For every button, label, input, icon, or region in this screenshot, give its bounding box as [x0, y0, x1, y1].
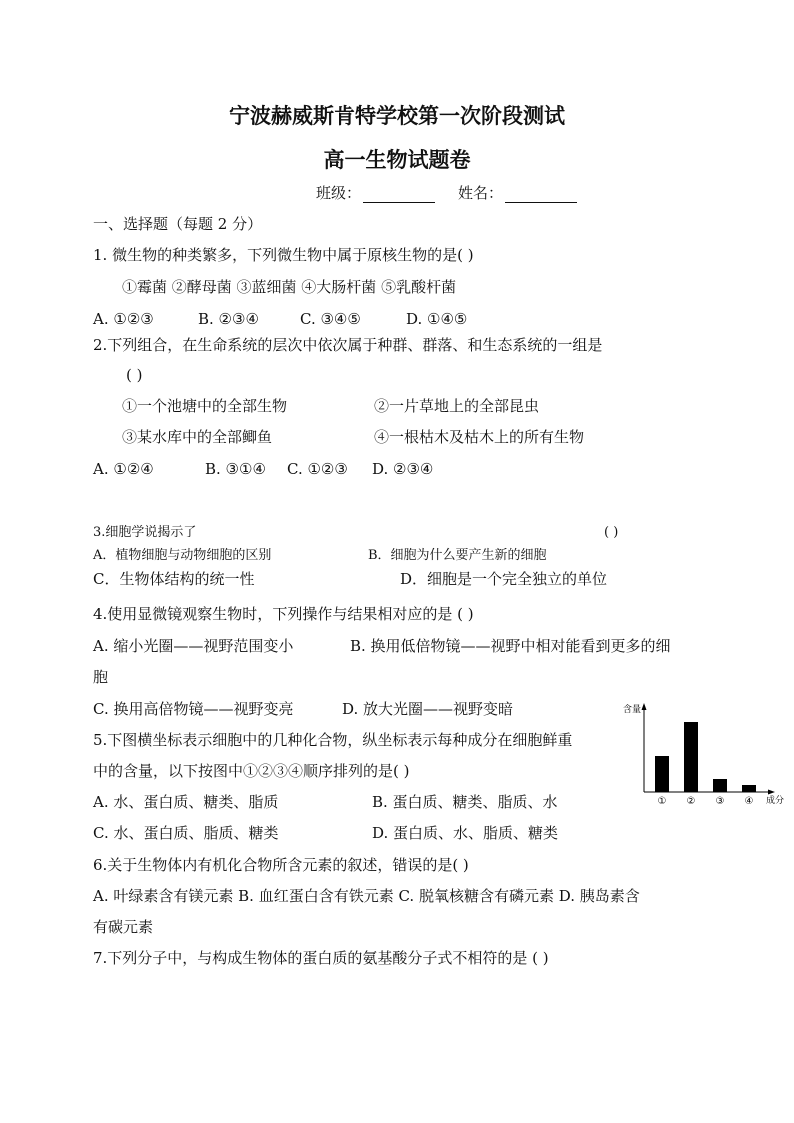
- q3-paren: ( ): [604, 525, 619, 540]
- q5-option-a: A. 水、蛋白质、糖类、脂质: [93, 793, 279, 811]
- bar-1: [655, 756, 669, 792]
- q1-option-b: B. ②③④: [198, 310, 259, 328]
- y-axis-arrow: [642, 703, 647, 710]
- q5-option-b: B. 蛋白质、糖类、脂质、水: [372, 793, 558, 811]
- q1-option-d: D. ①④⑤: [406, 310, 468, 328]
- q3-option-a: A．植物细胞与动物细胞的区别: [93, 548, 272, 563]
- x-tick-label-4: ④: [744, 796, 754, 807]
- q2-option-b: B. ③①④: [205, 460, 266, 478]
- q5-option-d: D. 蛋白质、水、脂质、糖类: [372, 824, 559, 842]
- bar-2: [684, 722, 698, 792]
- q1-items: ①霉菌 ②酵母菌 ③蓝细菌 ④大肠杆菌 ⑤乳酸杆菌: [122, 278, 457, 296]
- name-blank: [505, 187, 577, 203]
- q6-options-line2: 有碳元素: [93, 918, 154, 936]
- bar-3: [713, 779, 727, 792]
- x-tick-label-3: ③: [715, 796, 725, 807]
- q3-option-b: B．细胞为什么要产生新的细胞: [368, 548, 547, 563]
- q2-stem: 2.下列组合，在生命系统的层次中依次属于种群、群落、和生态系统的一组是: [93, 336, 603, 354]
- q1-option-a: A. ①②③: [93, 310, 154, 328]
- q2-item-3: ③某水库中的全部鲫鱼: [122, 428, 273, 446]
- q3-stem: 3.细胞学说揭示了: [93, 525, 197, 540]
- q5-option-c: C. 水、蛋白质、脂质、糖类: [93, 824, 279, 842]
- q2-option-a: A. ①②④: [93, 460, 154, 478]
- q2-paren: ( ): [126, 366, 143, 384]
- name-label: 姓名：: [458, 184, 504, 202]
- q6-options-line1: A. 叶绿素含有镁元素 B. 血红蛋白含有铁元素 C. 脱氧核糖含有磷元素 D. 胰岛素含: [93, 887, 640, 905]
- q4-option-d: D. 放大光圈——视野变暗: [342, 700, 514, 718]
- q2-option-d: D. ②③④: [372, 460, 434, 478]
- exam-title: 宁波赫威斯肯特学校第一次阶段测试: [229, 103, 565, 128]
- q4-option-b: B. 换用低倍物镜——视野中相对能看到更多的细: [350, 637, 671, 655]
- q2-item-1: ①一个池塘中的全部生物: [122, 397, 288, 415]
- q4-stem: 4.使用显微镜观察生物时，下列操作与结果相对应的是 ( ): [93, 605, 474, 623]
- bar-4: [742, 785, 756, 792]
- class-label: 班级：: [316, 184, 362, 202]
- x-tick-label-2: ②: [686, 796, 696, 807]
- x-axis-label: 成分: [766, 796, 785, 806]
- q3-option-d: D．细胞是一个完全独立的单位: [400, 570, 608, 588]
- q4-option-a: A. 缩小光圈——视野范围变小: [93, 637, 294, 655]
- x-axis-arrow: [768, 790, 775, 795]
- class-blank: [363, 187, 435, 203]
- q4-option-c: C. 换用高倍物镜——视野变亮: [93, 700, 294, 718]
- x-tick-label-1: ①: [657, 796, 667, 807]
- q5-stem-line1: 5.下图横坐标表示细胞中的几种化合物，纵坐标表示每种成分在细胞鲜重: [93, 731, 573, 749]
- y-axis-label: 含量: [623, 705, 642, 715]
- name-field: [458, 183, 577, 203]
- q7-stem: 7.下列分子中，与构成生物体的蛋白质的氨基酸分子式不相符的是 ( ): [93, 949, 549, 967]
- q1-stem: 1. 微生物的种类繁多，下列微生物中属于原核生物的是( ): [93, 246, 474, 264]
- q5-stem-line2: 中的含量，以下按图中①②③④顺序排列的是( ): [93, 762, 410, 780]
- section-heading: 一、选择题（每题 2 分）: [93, 215, 263, 233]
- q2-item-2: ②一片草地上的全部昆虫: [374, 397, 540, 415]
- q3-option-c: C．生物体结构的统一性: [93, 570, 255, 588]
- q2-option-c: C. ①②③: [287, 460, 348, 478]
- paper-subtitle: 高一生物试题卷: [323, 147, 471, 172]
- compound-content-chart: [620, 700, 792, 810]
- q4-option-b-cont: 胞: [93, 668, 109, 686]
- class-field: [316, 183, 435, 203]
- q1-option-c: C. ③④⑤: [300, 310, 361, 328]
- q6-stem: 6.关于生物体内有机化合物所含元素的叙述，错误的是( ): [93, 856, 469, 874]
- q2-item-4: ④一根枯木及枯木上的所有生物: [374, 428, 585, 446]
